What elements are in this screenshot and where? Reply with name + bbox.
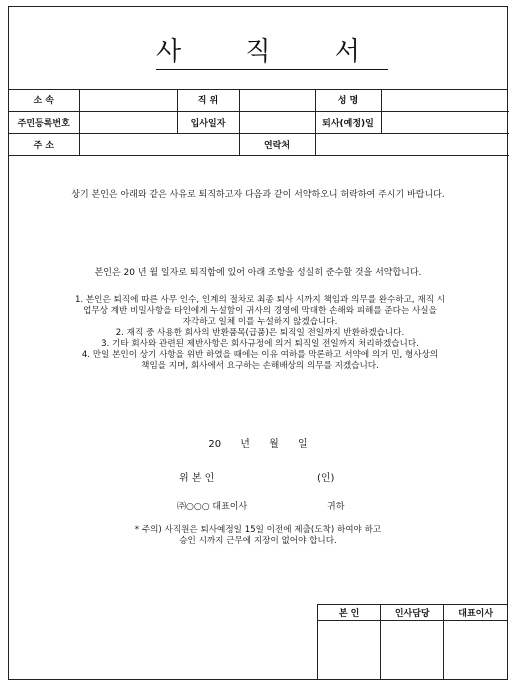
approval-hr-box[interactable] [381, 621, 444, 679]
value-leave-date[interactable] [381, 111, 509, 133]
approval-ceo-box[interactable] [444, 621, 507, 679]
clause-line: 자각하고 일체 이를 누설하지 않겠습니다. [182, 317, 338, 327]
value-name[interactable] [381, 89, 509, 111]
info-row [9, 111, 509, 133]
value-hire-date[interactable] [239, 111, 315, 133]
approval-self-box[interactable] [318, 621, 381, 679]
notice-line: 승인 시까지 근무에 지장이 없어야 합니다. [179, 536, 337, 546]
approval-sign-row [318, 621, 508, 679]
approval-self-label: 본 인 [318, 605, 381, 621]
title-area [9, 7, 507, 90]
value-address[interactable] [79, 133, 239, 155]
clause-line: 1. 본인은 퇴직에 따른 사무 인수, 인계의 절차로 최종 퇴사 시까지 책임과 의무를 완수하고, 재직 시 [74, 295, 446, 305]
label-hire-date: 입사일자 [177, 111, 239, 133]
signer-label: 위 본 인 [179, 473, 215, 484]
clause-line: 책임을 지며, 회사에서 요구하는 손해배상의 의무를 지겠습니다. [141, 361, 379, 371]
value-contact[interactable] [315, 133, 509, 155]
label-department: 소 속 [9, 89, 79, 111]
seal-mark: (인) [317, 473, 335, 484]
document-title: 사 직 서 [9, 31, 507, 68]
info-table [9, 89, 509, 156]
label-position: 직 위 [177, 89, 239, 111]
pledge-clauses [39, 295, 481, 372]
label-resident-number: 주민등록번호 [9, 111, 79, 133]
clause-line: 3. 기타 회사와 관련된 제반사항은 회사규정에 의거 퇴직일 전일까지 처리하겠습니다. [101, 339, 419, 349]
approval-hr-label: 인사담당 [381, 605, 444, 621]
notice-line: * 주의) 사직원은 퇴사예정일 15일 이전에 제출(도착) 하여야 하고 [134, 525, 382, 535]
label-leave-date: 퇴사(예정)일 [315, 111, 381, 133]
value-position[interactable] [239, 89, 315, 111]
clause-line: 4. 만일 본인이 상기 사항을 위반 하였을 때에는 이유 여하를 막론하고 서약에 의거 민, 형사상의 [81, 350, 439, 360]
info-row [9, 89, 509, 111]
clause-line: 2. 재직 중 사용한 회사의 반환품목(급품)은 퇴직일 전일까지 반환하겠습니다. [115, 328, 405, 338]
approval-header-row [318, 605, 508, 621]
company-addressee: ㈜○○○ 대표이사 [177, 502, 248, 512]
pledge-paragraph: 본인은 20 년 월 일자로 퇴직함에 있어 아래 조항을 성실히 준수할 것을 서약합니다. [94, 268, 422, 278]
resignation-form [8, 6, 508, 680]
notice [9, 525, 507, 547]
label-contact: 연락처 [239, 133, 315, 155]
value-department[interactable] [79, 89, 177, 111]
label-address: 주 소 [9, 133, 79, 155]
approval-ceo-label: 대표이사 [444, 605, 507, 621]
signature-date: 20 년 월 일 [208, 439, 308, 450]
clause-line: 업무상 계반 비밀사항을 타인에게 누설함이 귀사의 경영에 막대한 손해와 피해를 준다는 사실을 [83, 306, 437, 316]
label-name: 성 명 [315, 89, 381, 111]
approval-table [317, 604, 507, 679]
addressee-suffix: 귀하 [327, 502, 345, 512]
info-row [9, 133, 509, 155]
statement-paragraph: 상기 본인은 아래와 같은 사유로 퇴직하고자 다음과 같이 서약하오니 허락하여 주시기 바랍니다. [71, 190, 445, 200]
value-resident-number[interactable] [79, 111, 177, 133]
